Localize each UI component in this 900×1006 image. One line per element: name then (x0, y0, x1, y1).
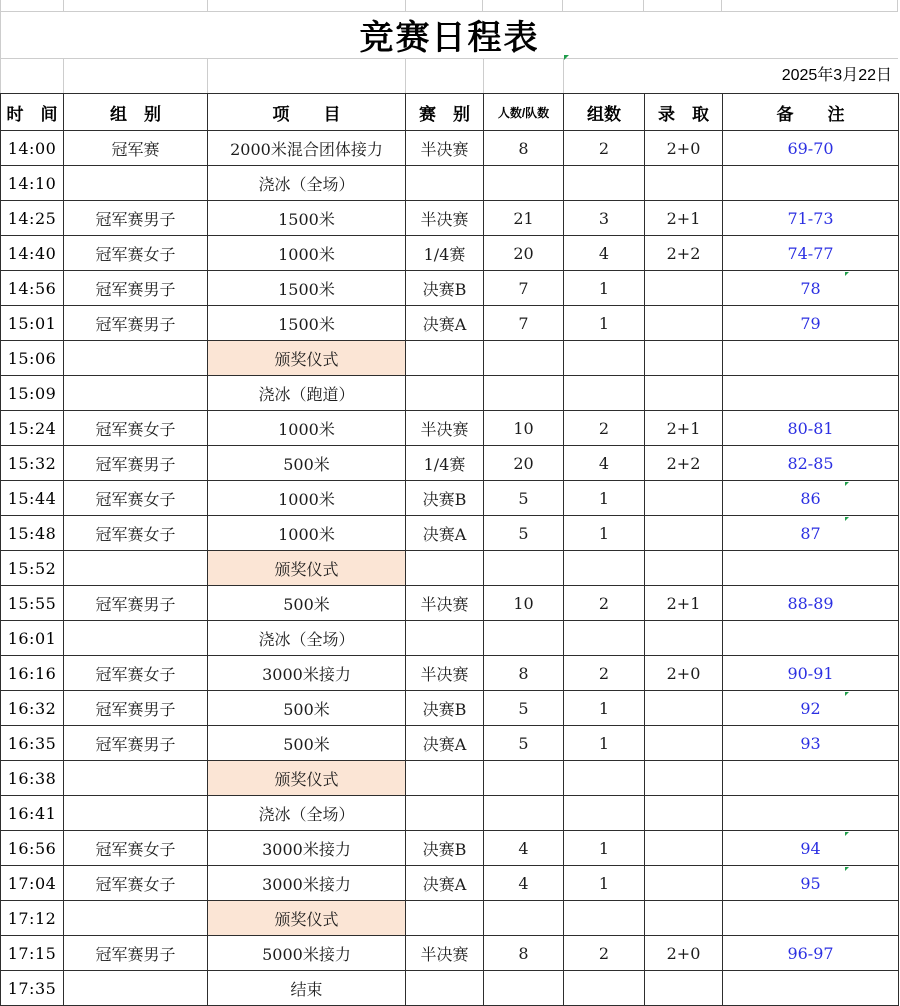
cell-heats[interactable]: 2 (564, 586, 645, 621)
cell-race[interactable] (406, 621, 484, 656)
cell-race[interactable]: 1/4赛 (406, 236, 484, 271)
cell-group[interactable]: 冠军赛男子 (64, 691, 208, 726)
cell-heats[interactable]: 4 (564, 236, 645, 271)
table-row (1, 936, 899, 971)
cell-qualify[interactable]: 2+1 (645, 411, 723, 446)
grid-cell[interactable] (64, 0, 208, 11)
column-header-heats[interactable]: 组数 (564, 94, 645, 131)
cell-note[interactable] (723, 166, 899, 201)
cell-race[interactable] (406, 761, 484, 796)
cell-count[interactable]: 5 (484, 726, 564, 761)
cell-note[interactable] (723, 376, 899, 411)
grid-cell[interactable] (208, 0, 406, 11)
cell-race[interactable]: 半决赛 (406, 201, 484, 236)
table-row (1, 516, 899, 551)
cell-race[interactable] (406, 341, 484, 376)
cell-note[interactable] (723, 901, 899, 936)
page-title: 竞赛日程表 (359, 19, 540, 57)
cell-count[interactable]: 4 (484, 831, 564, 866)
cell-heats[interactable]: 3 (564, 201, 645, 236)
cell-note[interactable] (723, 621, 899, 656)
cell-count[interactable]: 7 (484, 306, 564, 341)
cell-qualify[interactable] (645, 481, 723, 516)
cell-group[interactable]: 冠军赛女子 (64, 236, 208, 271)
cell-count[interactable] (484, 621, 564, 656)
cell-group[interactable] (64, 796, 208, 831)
cell-race[interactable]: 决赛A (406, 726, 484, 761)
cell-group[interactable] (64, 341, 208, 376)
cell-race[interactable] (406, 551, 484, 586)
cell-race[interactable] (406, 166, 484, 201)
table-row (1, 551, 899, 586)
cell-race[interactable]: 决赛B (406, 691, 484, 726)
cell-qualify[interactable] (645, 691, 723, 726)
cell-group[interactable]: 冠军赛女子 (64, 516, 208, 551)
cell-event[interactable]: 1500米 (208, 201, 406, 236)
cell-heats[interactable]: 1 (564, 306, 645, 341)
cell-time[interactable]: 15:01 (1, 306, 64, 341)
cell-group[interactable]: 冠军赛男子 (64, 201, 208, 236)
cell-group[interactable]: 冠军赛男子 (64, 446, 208, 481)
green-error-marker (845, 692, 849, 696)
cell-qualify[interactable]: 2+2 (645, 446, 723, 481)
cell-group[interactable] (64, 761, 208, 796)
cell-count[interactable] (484, 341, 564, 376)
cell-time[interactable]: 15:06 (1, 341, 64, 376)
cell-note[interactable]: 87 (723, 516, 899, 551)
table-row (1, 236, 899, 271)
cell-event[interactable]: 500米 (208, 726, 406, 761)
cell-race[interactable]: 决赛B (406, 271, 484, 306)
cell-event[interactable]: 1500米 (208, 271, 406, 306)
cell-heats[interactable] (564, 166, 645, 201)
cell-group[interactable] (64, 376, 208, 411)
cell-qualify[interactable] (645, 551, 723, 586)
cell-race[interactable]: 半决赛 (406, 936, 484, 971)
cell-qualify[interactable] (645, 726, 723, 761)
table-body (1, 131, 899, 1006)
table-row (1, 271, 899, 306)
cell-note[interactable]: 80-81 (723, 411, 899, 446)
award-cell[interactable]: 颁奖仪式 (208, 761, 406, 796)
cell-group[interactable]: 冠军赛女子 (64, 656, 208, 691)
grid-cell[interactable] (208, 59, 406, 93)
table-row (1, 831, 899, 866)
cell-count[interactable] (484, 376, 564, 411)
cell-time[interactable]: 14:00 (1, 131, 64, 166)
cell-note[interactable]: 94 (723, 831, 899, 866)
grid-cell[interactable] (484, 59, 564, 93)
cell-race[interactable]: 决赛A (406, 516, 484, 551)
cell-race[interactable]: 决赛A (406, 866, 484, 901)
column-header-count[interactable]: 人数/队数 (484, 94, 564, 131)
cell-event[interactable]: 500米 (208, 691, 406, 726)
grid-cell[interactable] (406, 59, 484, 93)
cell-time[interactable]: 15:48 (1, 516, 64, 551)
cell-heats[interactable] (564, 971, 645, 1006)
grid-cell[interactable] (64, 59, 208, 93)
cell-count[interactable]: 8 (484, 131, 564, 166)
grid-cell[interactable] (1, 59, 64, 93)
cell-heats[interactable]: 1 (564, 481, 645, 516)
cell-group[interactable]: 冠军赛女子 (64, 481, 208, 516)
cell-group[interactable]: 冠军赛男子 (64, 306, 208, 341)
grid-cell[interactable] (644, 0, 722, 11)
cell-count[interactable]: 5 (484, 481, 564, 516)
green-error-marker (564, 55, 569, 60)
cell-qualify[interactable] (645, 796, 723, 831)
cell-time[interactable]: 14:56 (1, 271, 64, 306)
column-header-note[interactable]: 备 注 (723, 94, 899, 131)
cell-note[interactable]: 90-91 (723, 656, 899, 691)
cell-count[interactable]: 10 (484, 586, 564, 621)
table-row (1, 621, 899, 656)
table-row (1, 586, 899, 621)
cell-qualify[interactable] (645, 341, 723, 376)
table-row (1, 971, 899, 1006)
cell-event[interactable]: 浇冰（全场） (208, 166, 406, 201)
green-error-marker (845, 832, 849, 836)
cell-qualify[interactable] (645, 621, 723, 656)
cell-event[interactable]: 浇冰（跑道） (208, 376, 406, 411)
column-header-event[interactable]: 项 目 (208, 94, 406, 131)
cell-time[interactable]: 15:44 (1, 481, 64, 516)
cell-group[interactable] (64, 971, 208, 1006)
cell-count[interactable] (484, 901, 564, 936)
cell-race[interactable]: 决赛B (406, 831, 484, 866)
schedule-table (0, 93, 899, 1006)
cell-count[interactable]: 5 (484, 516, 564, 551)
award-cell[interactable]: 颁奖仪式 (208, 901, 406, 936)
cell-heats[interactable]: 1 (564, 516, 645, 551)
cell-race[interactable]: 半决赛 (406, 586, 484, 621)
cell-qualify[interactable] (645, 971, 723, 1006)
cell-event[interactable]: 3000米接力 (208, 866, 406, 901)
grid-cell[interactable] (1, 0, 64, 11)
table-row (1, 656, 899, 691)
cell-note[interactable]: 88-89 (723, 586, 899, 621)
cell-count[interactable]: 20 (484, 446, 564, 481)
cell-group[interactable]: 冠军赛 (64, 131, 208, 166)
cell-time[interactable]: 15:09 (1, 376, 64, 411)
table-row (1, 446, 899, 481)
cell-count[interactable] (484, 551, 564, 586)
cell-race[interactable]: 决赛B (406, 481, 484, 516)
green-error-marker (845, 482, 849, 486)
cell-note[interactable]: 96-97 (723, 936, 899, 971)
cell-heats[interactable]: 1 (564, 691, 645, 726)
cell-qualify[interactable] (645, 866, 723, 901)
cell-note[interactable]: 78 (723, 271, 899, 306)
table-row (1, 761, 899, 796)
cell-qualify[interactable] (645, 516, 723, 551)
cell-time[interactable]: 16:41 (1, 796, 64, 831)
cell-note[interactable]: 71-73 (723, 201, 899, 236)
cell-event[interactable]: 1000米 (208, 411, 406, 446)
cell-count[interactable] (484, 971, 564, 1006)
cell-qualify[interactable]: 2+1 (645, 201, 723, 236)
column-header-race[interactable]: 赛 别 (406, 94, 484, 131)
cell-time[interactable]: 16:01 (1, 621, 64, 656)
cell-qualify[interactable]: 2+2 (645, 236, 723, 271)
cell-race[interactable]: 半决赛 (406, 131, 484, 166)
cell-note[interactable] (723, 551, 899, 586)
cell-heats[interactable]: 1 (564, 271, 645, 306)
table-row (1, 131, 899, 166)
cell-group[interactable]: 冠军赛女子 (64, 831, 208, 866)
column-header-qualify[interactable]: 录 取 (645, 94, 723, 131)
cell-heats[interactable]: 2 (564, 936, 645, 971)
cell-event[interactable]: 1000米 (208, 236, 406, 271)
gridline-top-row (0, 0, 898, 12)
cell-time[interactable]: 17:12 (1, 901, 64, 936)
cell-race[interactable] (406, 971, 484, 1006)
cell-note[interactable]: 95 (723, 866, 899, 901)
cell-race[interactable] (406, 901, 484, 936)
cell-note[interactable]: 69-70 (723, 131, 899, 166)
table-row (1, 691, 899, 726)
cell-heats[interactable]: 2 (564, 131, 645, 166)
cell-time[interactable]: 14:10 (1, 166, 64, 201)
cell-event[interactable]: 500米 (208, 586, 406, 621)
cell-group[interactable]: 冠军赛男子 (64, 271, 208, 306)
cell-qualify[interactable] (645, 376, 723, 411)
cell-count[interactable] (484, 166, 564, 201)
cell-count[interactable]: 7 (484, 271, 564, 306)
cell-qualify[interactable] (645, 831, 723, 866)
cell-count[interactable]: 8 (484, 936, 564, 971)
cell-heats[interactable] (564, 796, 645, 831)
cell-event[interactable]: 5000米接力 (208, 936, 406, 971)
cell-time[interactable]: 14:40 (1, 236, 64, 271)
cell-count[interactable]: 20 (484, 236, 564, 271)
cell-race[interactable]: 半决赛 (406, 411, 484, 446)
cell-time[interactable]: 16:35 (1, 726, 64, 761)
cell-time[interactable]: 17:15 (1, 936, 64, 971)
award-cell[interactable]: 颁奖仪式 (208, 341, 406, 376)
table-row (1, 411, 899, 446)
cell-count[interactable]: 21 (484, 201, 564, 236)
cell-group[interactable]: 冠军赛男子 (64, 586, 208, 621)
cell-qualify[interactable] (645, 271, 723, 306)
cell-heats[interactable] (564, 341, 645, 376)
cell-heats[interactable] (564, 901, 645, 936)
cell-count[interactable] (484, 761, 564, 796)
cell-group[interactable] (64, 901, 208, 936)
cell-qualify[interactable]: 2+0 (645, 131, 723, 166)
cell-event[interactable]: 1500米 (208, 306, 406, 341)
cell-group[interactable] (64, 551, 208, 586)
cell-note[interactable]: 79 (723, 306, 899, 341)
cell-time[interactable]: 16:16 (1, 656, 64, 691)
cell-qualify[interactable] (645, 761, 723, 796)
cell-count[interactable]: 5 (484, 691, 564, 726)
cell-note[interactable] (723, 341, 899, 376)
cell-heats[interactable]: 1 (564, 866, 645, 901)
table-row (1, 901, 899, 936)
cell-time[interactable]: 16:38 (1, 761, 64, 796)
cell-race[interactable]: 1/4赛 (406, 446, 484, 481)
cell-event[interactable]: 3000米接力 (208, 831, 406, 866)
cell-time[interactable]: 16:32 (1, 691, 64, 726)
green-error-marker (845, 517, 849, 521)
cell-qualify[interactable] (645, 306, 723, 341)
cell-time[interactable]: 16:56 (1, 831, 64, 866)
cell-note[interactable] (723, 796, 899, 831)
cell-note[interactable]: 74-77 (723, 236, 899, 271)
table-row (1, 166, 899, 201)
cell-heats[interactable]: 2 (564, 656, 645, 691)
cell-note[interactable] (723, 971, 899, 1006)
cell-event[interactable]: 结束 (208, 971, 406, 1006)
green-error-marker (845, 272, 849, 276)
cell-race[interactable]: 半决赛 (406, 656, 484, 691)
cell-group[interactable] (64, 166, 208, 201)
table-row (1, 726, 899, 761)
table-row (1, 866, 899, 901)
cell-group[interactable]: 冠军赛男子 (64, 936, 208, 971)
cell-heats[interactable]: 1 (564, 726, 645, 761)
table-row (1, 201, 899, 236)
cell-race[interactable] (406, 376, 484, 411)
cell-time[interactable]: 15:24 (1, 411, 64, 446)
cell-qualify[interactable] (645, 901, 723, 936)
cell-heats[interactable] (564, 376, 645, 411)
cell-note[interactable]: 82-85 (723, 446, 899, 481)
cell-heats[interactable] (564, 551, 645, 586)
cell-group[interactable]: 冠军赛女子 (64, 411, 208, 446)
cell-group[interactable]: 冠军赛女子 (64, 866, 208, 901)
header-row (1, 94, 899, 131)
green-error-marker (845, 867, 849, 871)
table-row (1, 796, 899, 831)
table-row (1, 341, 899, 376)
cell-heats[interactable]: 1 (564, 831, 645, 866)
title-cell[interactable] (0, 12, 898, 59)
cell-event[interactable]: 浇冰（全场） (208, 621, 406, 656)
cell-time[interactable]: 14:25 (1, 201, 64, 236)
cell-event[interactable]: 浇冰（全场） (208, 796, 406, 831)
award-cell[interactable]: 颁奖仪式 (208, 551, 406, 586)
grid-cell[interactable] (406, 0, 484, 11)
cell-qualify[interactable]: 2+0 (645, 936, 723, 971)
cell-count[interactable]: 10 (484, 411, 564, 446)
table-row (1, 376, 899, 411)
cell-time[interactable]: 17:04 (1, 866, 64, 901)
cell-note[interactable]: 93 (723, 726, 899, 761)
cell-time[interactable]: 15:55 (1, 586, 64, 621)
cell-event[interactable]: 3000米接力 (208, 656, 406, 691)
cell-group[interactable]: 冠军赛男子 (64, 726, 208, 761)
grid-cell[interactable] (563, 0, 644, 11)
cell-heats[interactable]: 2 (564, 411, 645, 446)
cell-note[interactable]: 86 (723, 481, 899, 516)
cell-heats[interactable] (564, 761, 645, 796)
cell-qualify[interactable]: 2+1 (645, 586, 723, 621)
date-cell[interactable]: 2025年3月22日 (781, 67, 892, 84)
date-row (0, 59, 898, 93)
cell-heats[interactable] (564, 621, 645, 656)
cell-time[interactable]: 15:52 (1, 551, 64, 586)
table-row (1, 481, 899, 516)
table-row (1, 306, 899, 341)
cell-group[interactable] (64, 621, 208, 656)
cell-time[interactable]: 15:32 (1, 446, 64, 481)
cell-count[interactable] (484, 796, 564, 831)
cell-qualify[interactable]: 2+0 (645, 656, 723, 691)
grid-cell[interactable] (722, 0, 898, 11)
cell-count[interactable]: 8 (484, 656, 564, 691)
column-header-time[interactable]: 时 间 (1, 94, 64, 131)
cell-count[interactable]: 4 (484, 866, 564, 901)
grid-cell[interactable] (483, 0, 563, 11)
cell-note[interactable] (723, 761, 899, 796)
cell-race[interactable] (406, 796, 484, 831)
cell-time[interactable]: 17:35 (1, 971, 64, 1006)
cell-note[interactable]: 92 (723, 691, 899, 726)
cell-qualify[interactable] (645, 166, 723, 201)
cell-event[interactable]: 1000米 (208, 481, 406, 516)
cell-event[interactable]: 500米 (208, 446, 406, 481)
cell-event[interactable]: 1000米 (208, 516, 406, 551)
column-header-group[interactable]: 组 别 (64, 94, 208, 131)
cell-event[interactable]: 2000米混合团体接力 (208, 131, 406, 166)
cell-heats[interactable]: 4 (564, 446, 645, 481)
cell-race[interactable]: 决赛A (406, 306, 484, 341)
